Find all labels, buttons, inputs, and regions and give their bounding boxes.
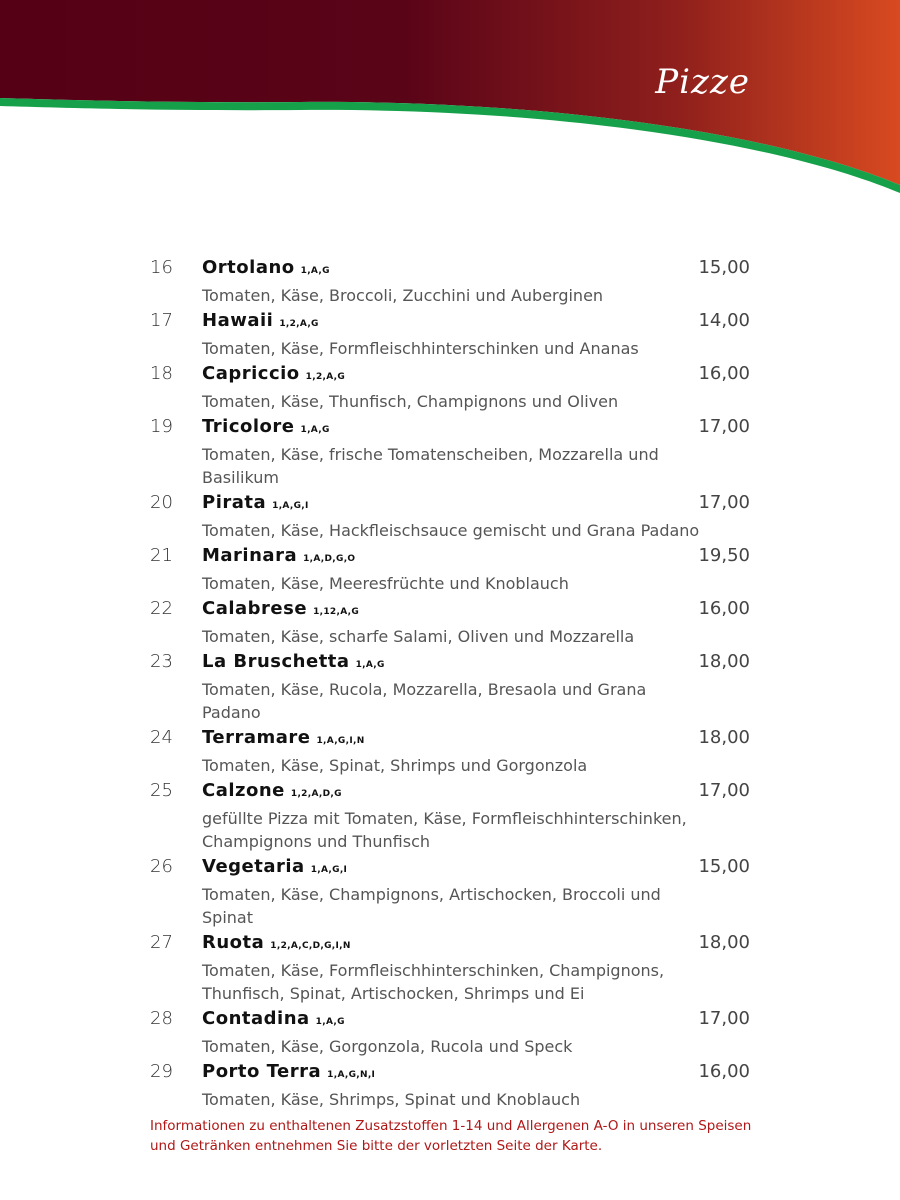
item-number: 26: [150, 856, 173, 877]
item-description: Tomaten, Käse, Shrimps, Spinat und Knoblauch: [202, 1090, 581, 1109]
item-name: Capriccio: [202, 363, 300, 384]
item-name: Ruota: [202, 932, 265, 953]
header-wave-graphic: [0, 0, 900, 200]
item-description: Tomaten, Käse, Meeresfrüchte und Knoblauch: [202, 574, 569, 593]
menu-list: [150, 254, 750, 1111]
menu-item: [150, 1005, 750, 1058]
item-description: Tomaten, Käse, Rucola, Mozzarella, Bresaola und Grana Padano: [202, 680, 647, 722]
item-price: 17,00: [698, 416, 750, 437]
item-description: Tomaten, Käse, Gorgonzola, Rucola und Speck: [202, 1037, 573, 1056]
item-allergens: 1,A,G,I: [310, 865, 348, 875]
item-description: Tomaten, Käse, Formfleischhinterschinken und Ananas: [202, 339, 639, 358]
item-name: Vegetaria: [202, 856, 305, 877]
item-description: Tomaten, Käse, frische Tomatenscheiben, Mozzarella und Basilikum: [202, 445, 659, 487]
item-name: Ortolano: [202, 257, 295, 278]
item-allergens: 1,A,G,I: [272, 501, 309, 511]
header-banner: [0, 0, 900, 200]
item-allergens: 1,A,G: [300, 266, 330, 276]
menu-item: [150, 853, 750, 929]
item-number: 21: [150, 545, 173, 566]
item-allergens: 1,2,A,D,G: [290, 789, 342, 799]
item-price: 19,50: [698, 545, 750, 566]
allergen-footnote: Informationen zu enthaltenen Zusatzstoffen 1-14 und Allergenen A-O in unseren Speisen und Getränken entnehmen Sie bitte der vorletzten Seite der Karte.: [150, 1118, 752, 1154]
menu-item-row: [150, 542, 750, 570]
item-description: Tomaten, Käse, Broccoli, Zucchini und Auberginen: [202, 286, 604, 305]
menu-item-row: [150, 413, 750, 441]
menu-item: [150, 648, 750, 724]
item-name: Porto Terra: [202, 1061, 322, 1082]
item-description: Tomaten, Käse, Spinat, Shrimps und Gorgonzola: [202, 756, 588, 775]
item-number: 17: [150, 310, 173, 331]
item-price: 17,00: [698, 780, 750, 801]
item-number: 19: [150, 416, 173, 437]
menu-item: [150, 360, 750, 413]
item-price: 14,00: [698, 310, 750, 331]
item-number: 18: [150, 363, 173, 384]
item-price: 16,00: [698, 1061, 750, 1082]
menu-item-row: [150, 307, 750, 335]
item-number: 29: [150, 1061, 173, 1082]
item-name: Tricolore: [202, 416, 295, 437]
section-title: Pizze: [655, 62, 750, 102]
item-name: Calzone: [202, 780, 285, 801]
menu-item: [150, 1058, 750, 1111]
item-number: 24: [150, 727, 173, 748]
item-allergens: 1,2,A,C,D,G,I,N: [270, 941, 351, 951]
menu-item-row: [150, 489, 750, 517]
item-description: Tomaten, Käse, Thunfisch, Champignons und Oliven: [202, 392, 619, 411]
item-number: 25: [150, 780, 173, 801]
menu-item-row: [150, 777, 750, 805]
item-price: 16,00: [698, 598, 750, 619]
menu-item-row: [150, 1058, 750, 1086]
item-allergens: 1,A,G,I,N: [316, 736, 365, 746]
menu-item-row: [150, 254, 750, 282]
item-name: Hawaii: [202, 310, 274, 331]
item-name: La Bruschetta: [202, 651, 350, 672]
item-allergens: 1,A,G: [315, 1017, 345, 1027]
item-description: gefüllte Pizza mit Tomaten, Käse, Formfleischhinterschinken, Champignons und Thunfisch: [202, 809, 687, 851]
menu-item: [150, 489, 750, 542]
item-description: Tomaten, Käse, Formfleischhinterschinken, Champignons, Thunfisch, Spinat, Artischocken, Shrimps und Ei: [202, 961, 665, 1003]
menu-item-row: [150, 360, 750, 388]
menu-item: [150, 777, 750, 853]
item-name: Contadina: [202, 1008, 310, 1029]
item-price: 17,00: [698, 492, 750, 513]
item-description: Tomaten, Käse, scharfe Salami, Oliven und Mozzarella: [202, 627, 635, 646]
item-allergens: 1,2,A,G: [279, 319, 319, 329]
item-number: 28: [150, 1008, 173, 1029]
item-price: 18,00: [698, 727, 750, 748]
menu-item-row: [150, 595, 750, 623]
item-allergens: 1,12,A,G: [313, 607, 360, 617]
menu-item: [150, 542, 750, 595]
menu-item: [150, 413, 750, 489]
item-name: Terramare: [202, 727, 311, 748]
item-price: 18,00: [698, 651, 750, 672]
item-number: 23: [150, 651, 173, 672]
item-number: 27: [150, 932, 173, 953]
item-name: Pirata: [202, 492, 267, 513]
menu-item-row: [150, 853, 750, 881]
menu-item: [150, 595, 750, 648]
item-allergens: 1,A,D,G,O: [303, 554, 356, 564]
item-price: 15,00: [698, 856, 750, 877]
menu-item-row: [150, 648, 750, 676]
menu-item-row: [150, 929, 750, 957]
menu-item: [150, 929, 750, 1005]
item-number: 16: [150, 257, 173, 278]
item-description: Tomaten, Käse, Hackfleischsauce gemischt und Grana Padano: [202, 521, 700, 540]
item-number: 22: [150, 598, 173, 619]
item-price: 17,00: [698, 1008, 750, 1029]
menu-item: [150, 724, 750, 777]
item-price: 15,00: [698, 257, 750, 278]
menu-item-row: [150, 1005, 750, 1033]
menu-item-row: [150, 724, 750, 752]
item-number: 20: [150, 492, 173, 513]
item-name: Marinara: [202, 545, 298, 566]
menu-item: [150, 307, 750, 360]
item-allergens: 1,A,G,N,I: [327, 1070, 376, 1080]
item-allergens: 1,2,A,G: [305, 372, 346, 382]
menu-item: [150, 254, 750, 307]
item-description: Tomaten, Käse, Champignons, Artischocken, Broccoli und Spinat: [202, 885, 661, 927]
item-price: 16,00: [698, 363, 750, 384]
item-name: Calabrese: [202, 598, 308, 619]
item-allergens: 1,A,G: [355, 660, 385, 670]
item-price: 18,00: [698, 932, 750, 953]
item-allergens: 1,A,G: [300, 425, 330, 435]
